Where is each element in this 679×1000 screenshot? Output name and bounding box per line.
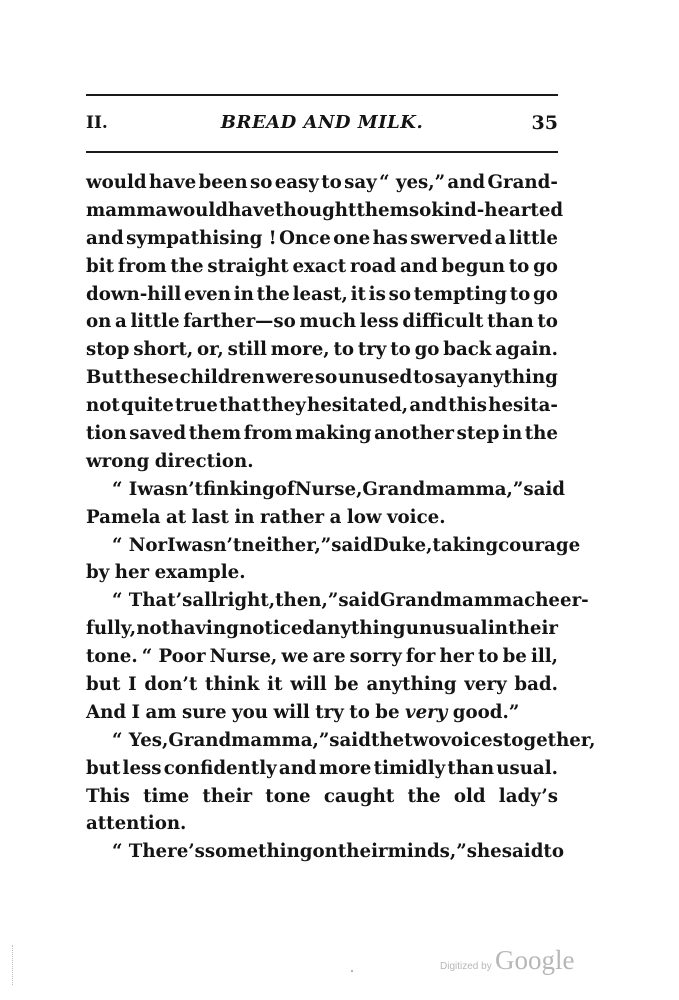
word: to	[349, 701, 370, 723]
word: back	[443, 339, 492, 361]
word: to	[537, 311, 558, 333]
word: another	[374, 423, 455, 445]
word: a	[115, 311, 127, 333]
word: having	[170, 618, 239, 640]
word: am	[145, 701, 177, 723]
word: step	[456, 423, 500, 445]
running-title: BREAD AND MILK.	[220, 112, 424, 133]
word: this	[448, 395, 488, 417]
word: their	[337, 841, 388, 863]
word: ill,	[530, 646, 558, 668]
word: is	[368, 283, 386, 305]
word: have	[149, 172, 197, 193]
word: Grandmamma	[379, 590, 525, 612]
word: said	[329, 729, 371, 751]
word: they	[262, 395, 306, 417]
word: and	[399, 255, 438, 277]
word: fully,	[86, 618, 137, 640]
word: these	[123, 367, 179, 389]
word: her	[114, 562, 150, 584]
text-line	[86, 727, 596, 755]
word: least,	[292, 283, 348, 305]
word: wrong	[86, 450, 150, 472]
word: say	[434, 367, 468, 389]
word: begun	[441, 255, 505, 277]
word: bit	[86, 255, 115, 277]
word: their	[508, 618, 558, 640]
word: very	[405, 701, 448, 723]
text-line	[86, 336, 558, 364]
word: and	[409, 395, 448, 417]
word: you	[232, 701, 268, 723]
word: down-hill	[86, 283, 182, 305]
word: than	[487, 311, 534, 333]
word: “ Nor	[112, 534, 168, 556]
word: from	[243, 423, 293, 445]
word: for	[405, 646, 436, 668]
word: hesitated,	[306, 395, 409, 417]
word: said	[501, 841, 544, 863]
word: true	[175, 395, 218, 417]
word: and	[278, 757, 317, 779]
word: on	[312, 841, 338, 863]
word: thought	[275, 199, 357, 221]
word: been	[198, 172, 248, 193]
text-line	[86, 643, 558, 671]
word: bad.	[514, 674, 558, 696]
word: try	[315, 701, 344, 723]
word: be	[334, 674, 359, 696]
word: children	[179, 367, 265, 389]
word: in	[233, 283, 254, 305]
word: direction.	[154, 450, 254, 472]
word: go	[414, 339, 440, 361]
word: taking	[432, 534, 499, 556]
header-rule-bottom	[86, 151, 558, 153]
word: to	[333, 339, 355, 361]
word: even	[184, 283, 231, 305]
word: confidently	[163, 757, 277, 779]
word: will	[273, 701, 310, 723]
word: more,	[270, 339, 330, 361]
word: attention.	[86, 813, 187, 835]
word: Once	[279, 227, 331, 249]
word: noticed	[239, 618, 316, 640]
word: to	[509, 283, 531, 305]
word: And	[86, 701, 127, 723]
page-number: 35	[531, 112, 558, 134]
body-text	[86, 169, 596, 866]
text-line	[86, 810, 558, 838]
word: finking	[202, 478, 275, 500]
word: tone.	[86, 646, 138, 668]
word: has	[372, 227, 408, 249]
word: old	[453, 785, 486, 807]
word: so	[408, 199, 432, 221]
word: she	[466, 841, 502, 863]
word: so	[249, 172, 273, 193]
word: think	[205, 674, 260, 696]
word: together,	[502, 729, 596, 751]
word: minds,”	[387, 841, 467, 863]
word: Pamela	[86, 506, 161, 528]
word: on	[86, 311, 112, 333]
word: it	[350, 283, 366, 305]
word: still	[227, 339, 267, 361]
word: straight	[207, 255, 289, 277]
word: them	[356, 199, 409, 221]
text-line	[86, 448, 558, 476]
word: “ There’s	[112, 841, 205, 863]
word: a	[329, 506, 342, 528]
word: little	[130, 311, 180, 333]
word: Nurse,	[294, 478, 363, 500]
word: right,	[217, 590, 276, 612]
word: don’t	[144, 674, 198, 696]
word: Duke,	[372, 534, 433, 556]
word: anything	[467, 367, 558, 389]
word: Grandmamma,”	[362, 478, 524, 500]
word: have	[227, 199, 276, 221]
text-line	[86, 559, 558, 587]
word: then,”	[275, 590, 339, 612]
word: wasn’t	[175, 534, 242, 556]
word: to	[543, 841, 564, 863]
word: voices	[440, 729, 503, 751]
text-line	[86, 783, 558, 811]
word: will	[290, 674, 327, 696]
word: tone	[265, 785, 311, 807]
text-line	[86, 197, 564, 225]
watermark-digitized-by: Digitized by	[440, 961, 492, 972]
word: be	[502, 646, 527, 668]
word: a	[494, 227, 507, 249]
word: unused	[338, 367, 413, 389]
word: last	[191, 506, 229, 528]
word: the	[256, 283, 290, 305]
word: example.	[154, 562, 246, 584]
word: rather	[259, 506, 325, 528]
word: in	[502, 423, 523, 445]
scan-speck	[351, 970, 353, 972]
word: sure	[181, 701, 227, 723]
word: try	[357, 339, 387, 361]
word: caught	[323, 785, 395, 807]
word: the	[524, 423, 558, 445]
word: than	[447, 757, 495, 779]
word: said	[523, 478, 565, 500]
word: said	[331, 534, 373, 556]
word: “ Poor	[141, 646, 206, 668]
word: “ Yes,	[112, 729, 169, 751]
word: making	[295, 423, 372, 445]
word: farther—so	[183, 311, 296, 333]
word: cheer-	[524, 590, 589, 612]
text-line	[86, 504, 558, 532]
text-line	[86, 169, 558, 197]
word: Grandmamma,”	[168, 729, 330, 751]
word: less	[122, 757, 162, 779]
word: that	[218, 395, 261, 417]
word: I	[131, 701, 141, 723]
word: her	[439, 646, 474, 668]
word: This	[86, 785, 130, 807]
word: But	[86, 367, 123, 389]
word: sorry	[349, 646, 402, 668]
word: would	[86, 172, 147, 193]
word: and	[86, 227, 124, 249]
word: exact	[292, 255, 347, 277]
word: the	[170, 255, 204, 277]
word: Grand-	[487, 172, 558, 193]
text-line	[86, 476, 565, 504]
word: be	[375, 701, 400, 723]
word: Nurse,	[209, 646, 278, 668]
word: in	[487, 618, 508, 640]
word: said	[338, 590, 380, 612]
word: anything	[366, 674, 457, 696]
word: unusual	[405, 618, 488, 640]
word: would	[167, 199, 228, 221]
word: of	[274, 478, 295, 500]
text-line	[86, 225, 558, 253]
word: time	[143, 785, 190, 807]
word: we	[281, 646, 309, 668]
word: hesita-	[488, 395, 558, 417]
word: difficult	[402, 311, 484, 333]
word: but	[86, 674, 121, 696]
text-line	[86, 392, 558, 420]
word: in	[234, 506, 255, 528]
word: go	[533, 255, 558, 277]
word: them	[188, 423, 242, 445]
text-line	[86, 420, 558, 448]
word: sympathising !	[126, 227, 277, 249]
word: little	[508, 227, 558, 249]
word: saved	[129, 423, 187, 445]
word: two	[404, 729, 441, 751]
word: voice.	[386, 506, 446, 528]
word: I	[167, 534, 176, 556]
word: say	[344, 172, 377, 193]
word: road	[349, 255, 397, 277]
word: “ I	[112, 478, 138, 500]
text-line	[86, 587, 589, 615]
word: it	[267, 674, 283, 696]
word: good.”	[452, 701, 520, 723]
word: are	[312, 646, 346, 668]
word: the	[407, 785, 441, 807]
word: usual.	[496, 757, 558, 779]
word: not	[86, 395, 120, 417]
text-line	[86, 671, 558, 699]
word: and	[447, 172, 486, 193]
text-line	[86, 308, 558, 336]
text-line	[86, 755, 558, 783]
word: anything	[315, 618, 406, 640]
word: at	[165, 506, 187, 528]
word: to	[413, 367, 434, 389]
header-rule-top	[86, 94, 558, 96]
word: more	[318, 757, 372, 779]
word: something	[204, 841, 313, 863]
word: so	[388, 283, 411, 305]
word: to	[321, 172, 342, 193]
word: timidly	[373, 757, 446, 779]
word: “ That’s	[112, 590, 193, 612]
word: tion	[86, 423, 127, 445]
word: go	[533, 283, 558, 305]
word: to	[390, 339, 411, 361]
text-line	[86, 838, 564, 866]
chapter-number: II.	[86, 113, 108, 133]
word: not	[136, 618, 171, 640]
word: their	[202, 785, 253, 807]
word: the	[370, 729, 405, 751]
word: tempting	[413, 283, 507, 305]
word: swerved	[410, 227, 493, 249]
word: lady’s	[498, 785, 558, 807]
word: wasn’t	[137, 478, 203, 500]
word: to	[477, 646, 499, 668]
word: neither,”	[241, 534, 332, 556]
word: “ yes,”	[379, 172, 446, 193]
word: low	[346, 506, 382, 528]
word: mamma	[86, 199, 168, 221]
word: one	[333, 227, 371, 249]
text-line	[86, 699, 558, 727]
word: were	[265, 367, 315, 389]
word: by	[86, 562, 110, 584]
word: quite	[120, 395, 174, 417]
word: short,	[133, 339, 194, 361]
running-header	[86, 108, 558, 142]
word: less	[359, 311, 399, 333]
scan-edge-marks	[12, 945, 15, 985]
word: or,	[197, 339, 224, 361]
text-line	[86, 532, 581, 560]
word: to	[508, 255, 530, 277]
text-line	[86, 281, 558, 309]
word: easy	[274, 172, 319, 193]
word: again.	[495, 339, 558, 361]
text-line	[86, 253, 558, 281]
word: courage	[498, 534, 581, 556]
word: all	[192, 590, 218, 612]
word: very	[464, 674, 507, 696]
word: so	[314, 367, 338, 389]
word: kind-hearted	[431, 199, 564, 221]
word: but	[86, 757, 121, 779]
text-line	[86, 615, 558, 643]
word: much	[299, 311, 357, 333]
watermark-google-logo: Google	[495, 945, 575, 975]
word: from	[117, 255, 167, 277]
word: I	[128, 674, 137, 696]
word: stop	[86, 339, 130, 361]
text-line	[86, 364, 558, 392]
